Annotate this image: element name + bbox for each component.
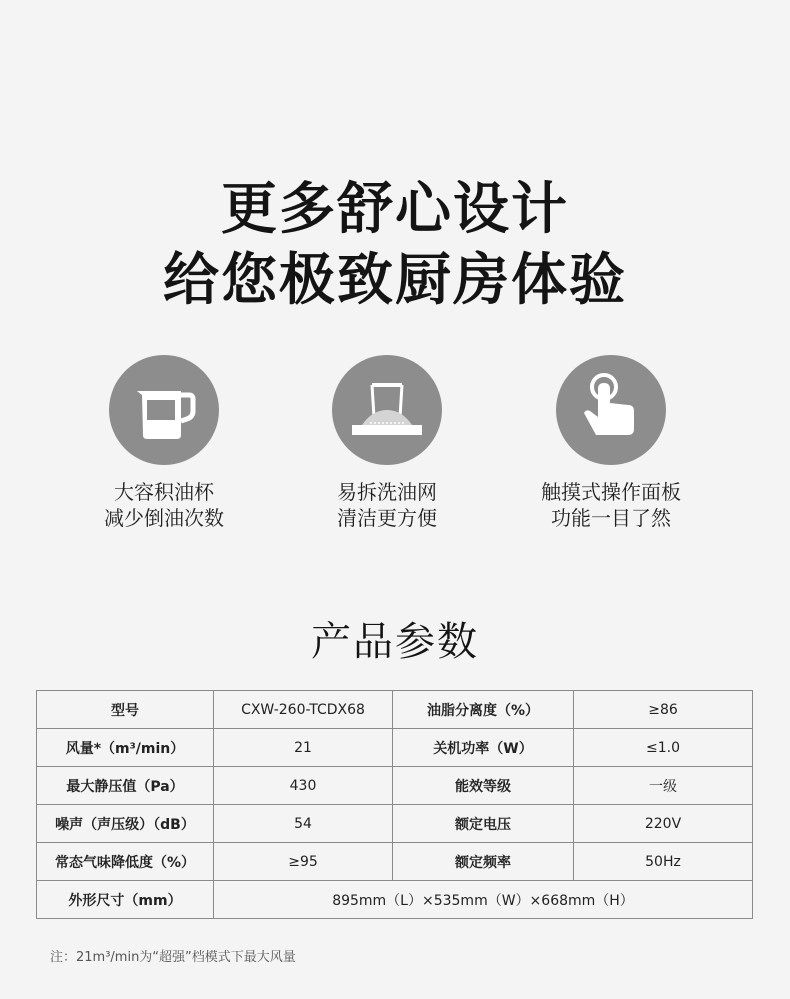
- param-value: 一级: [574, 767, 753, 805]
- param-value: 54: [214, 805, 393, 843]
- table-row: [37, 843, 753, 881]
- param-value: 220V: [574, 805, 753, 843]
- feature-subtitle: 清洁更方便: [337, 506, 437, 530]
- feature-touch-panel: [496, 355, 726, 531]
- param-label: 最大静压值（Pa）: [37, 767, 214, 805]
- headline-line-1: 更多舒心设计: [221, 177, 569, 242]
- param-value: CXW-260-TCDX68: [214, 691, 393, 729]
- oil-filter-icon: [332, 355, 442, 465]
- feature-oil-cup: [49, 355, 279, 531]
- table-row: [37, 881, 753, 919]
- param-value: ≥86: [574, 691, 753, 729]
- param-label: 额定电压: [393, 805, 574, 843]
- table-row: [37, 729, 753, 767]
- feature-oil-filter: [272, 355, 502, 531]
- param-value: 21: [214, 729, 393, 767]
- feature-title: 易拆洗油网: [337, 480, 437, 504]
- feature-title: 大容积油杯: [114, 480, 214, 504]
- param-label: 常态气味降低度（%）: [37, 843, 214, 881]
- param-label: 噪声（声压级）（dB）: [37, 805, 214, 843]
- param-value: ≤1.0: [574, 729, 753, 767]
- footnote: 注：21m³/min为“超强”档模式下最大风量: [50, 950, 296, 965]
- headline-line-2: 给您极致厨房体验: [163, 248, 627, 313]
- param-value: 430: [214, 767, 393, 805]
- params-table: [36, 690, 753, 919]
- param-label: 风量*（m³/min）: [37, 729, 214, 767]
- measuring-cup-icon: [109, 355, 219, 465]
- param-label: 外形尺寸（mm）: [37, 881, 214, 919]
- param-label: 额定频率: [393, 843, 574, 881]
- param-value: 895mm（L）×535mm（W）×668mm（H）: [214, 881, 753, 919]
- param-value: 50Hz: [574, 843, 753, 881]
- param-label: 型号: [37, 691, 214, 729]
- feature-subtitle: 功能一目了然: [551, 506, 671, 530]
- feature-title: 触摸式操作面板: [541, 480, 681, 504]
- table-row: [37, 691, 753, 729]
- touch-finger-icon: [556, 355, 666, 465]
- table-row: [37, 767, 753, 805]
- section-title: 产品参数: [311, 619, 479, 665]
- param-label: 关机功率（W）: [393, 729, 574, 767]
- feature-subtitle: 减少倒油次数: [104, 506, 224, 530]
- param-label: 能效等级: [393, 767, 574, 805]
- table-row: [37, 805, 753, 843]
- param-value: ≥95: [214, 843, 393, 881]
- param-label: 油脂分离度（%）: [393, 691, 574, 729]
